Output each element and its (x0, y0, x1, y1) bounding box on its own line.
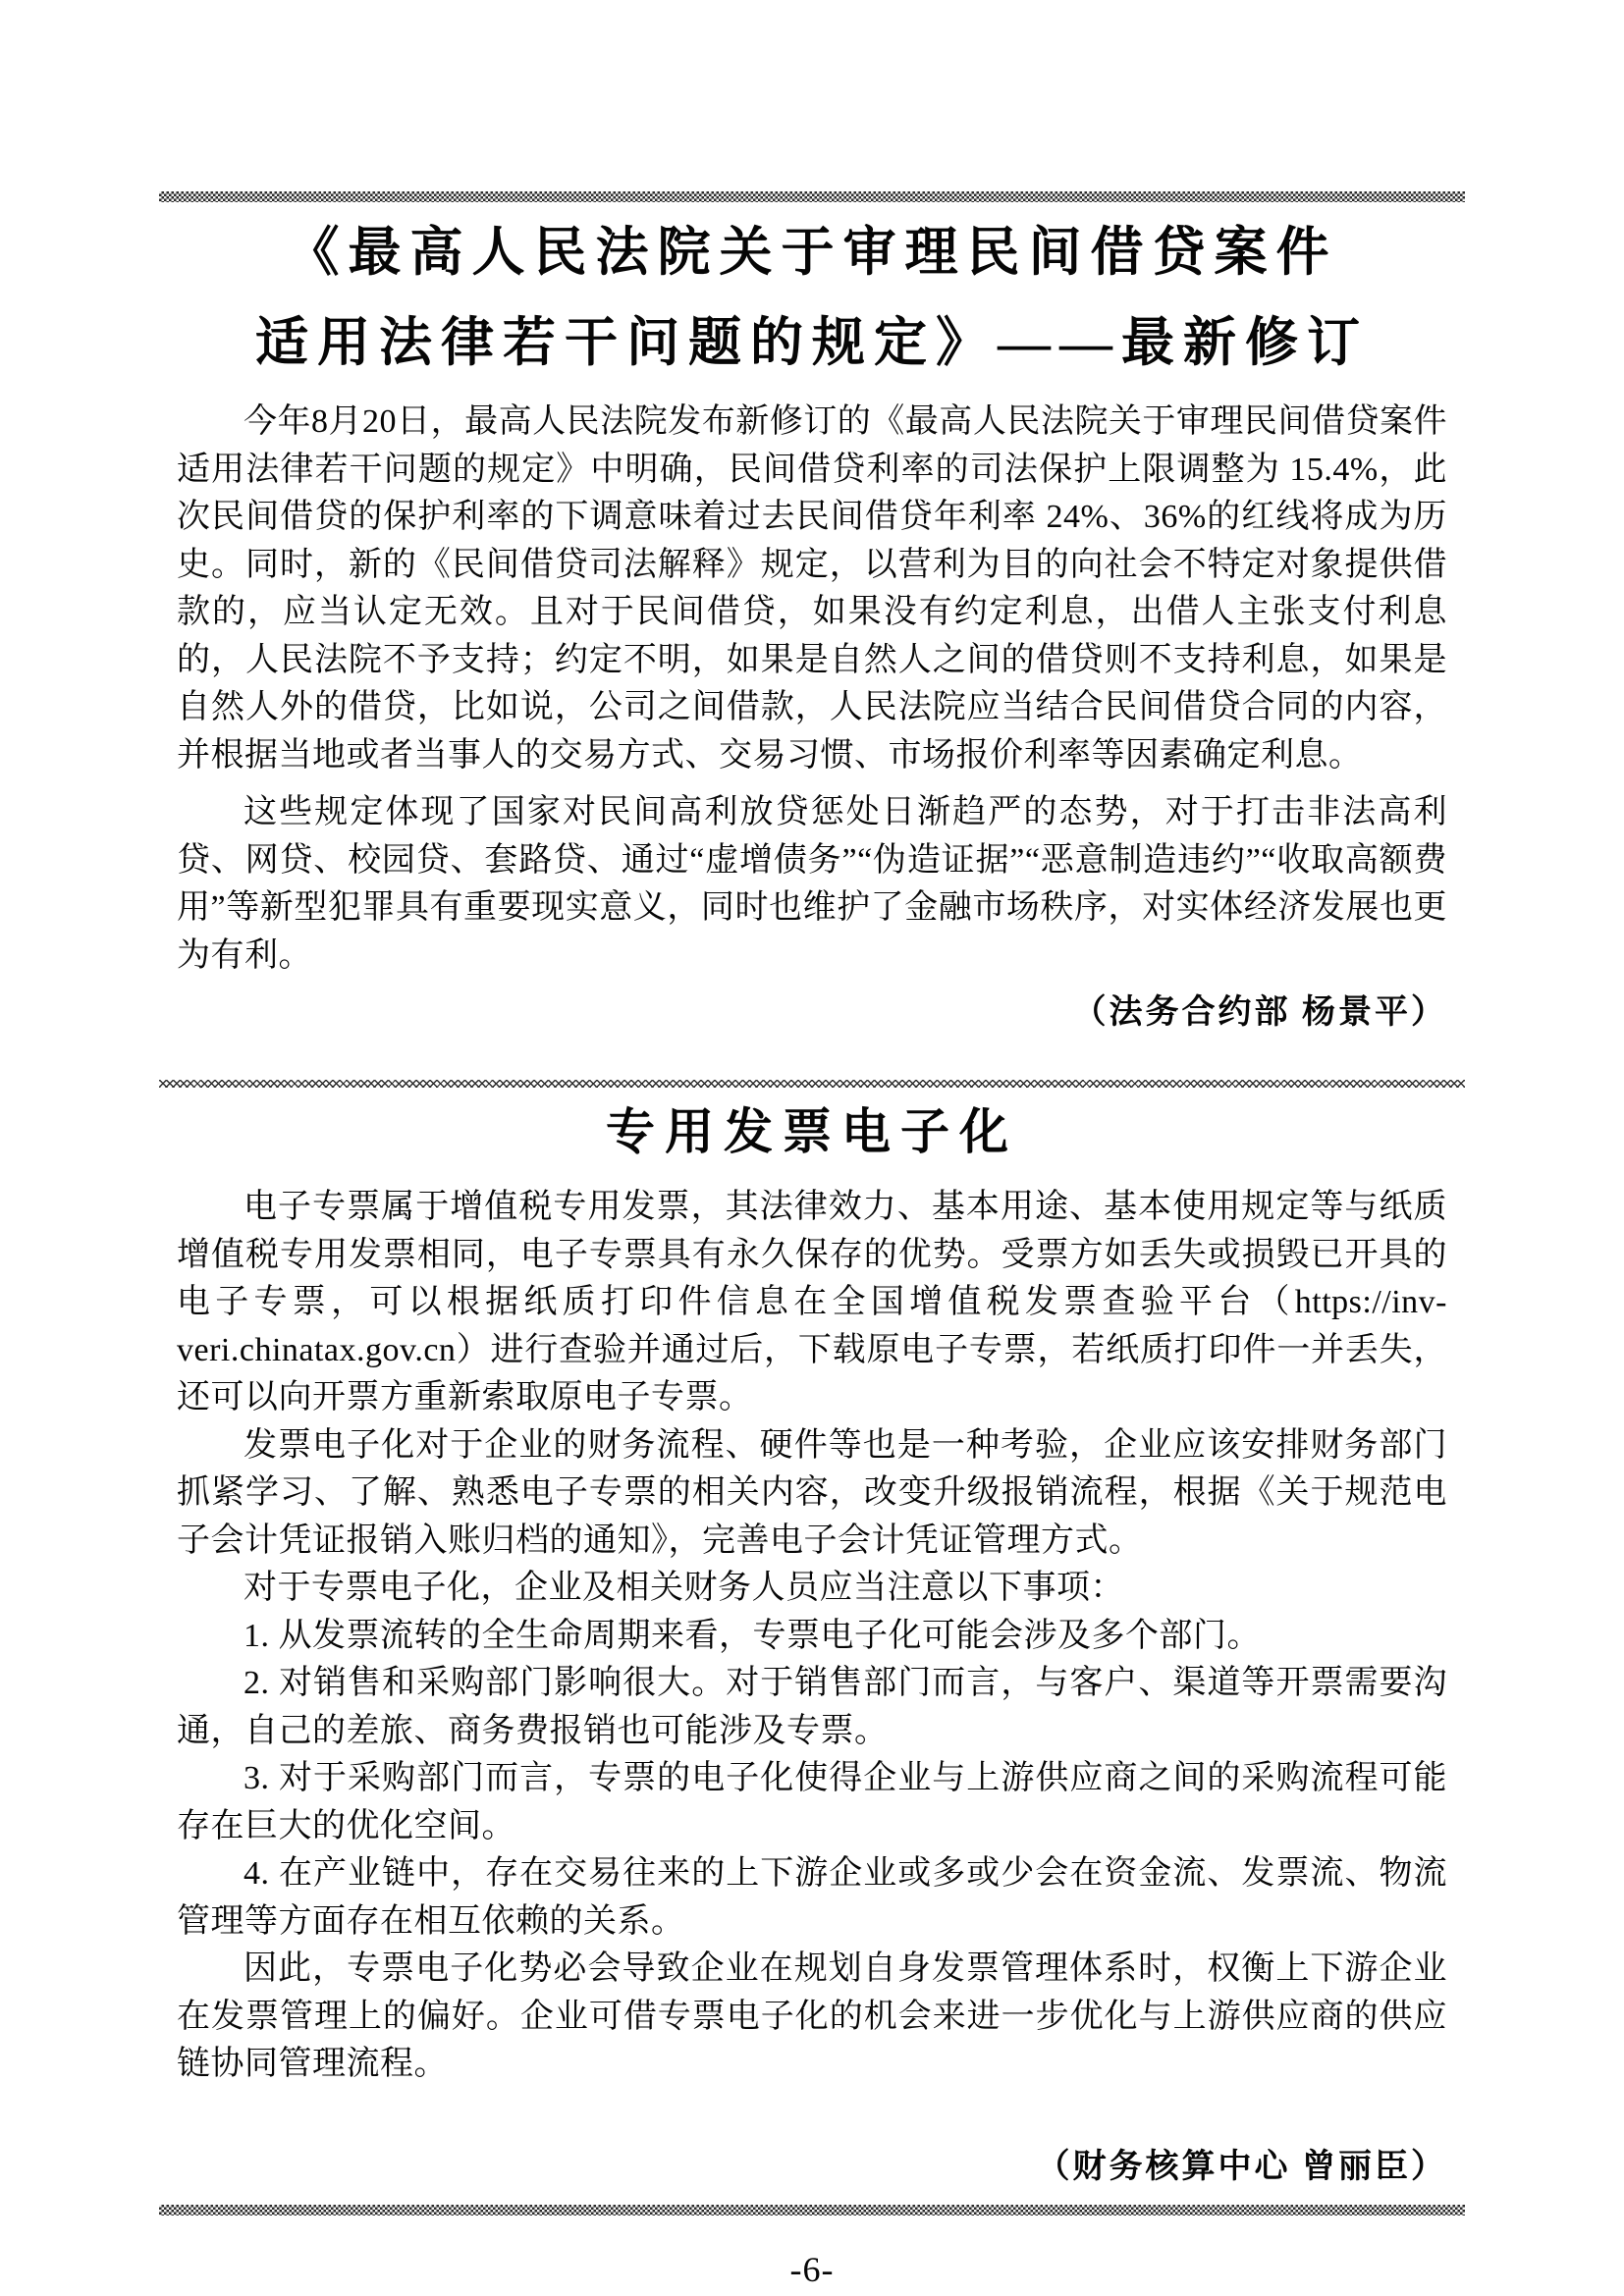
bottom-rule (159, 2205, 1465, 2216)
article2-list-item: 1. 从发票流转的全生命周期来看，专票电子化可能会涉及多个部门。 (244, 1617, 1261, 1654)
section-divider (159, 1080, 1465, 1088)
article2-list-item: 4. 在产业链中，存在交易往来的上下游企业或多或少会在资金流、发票流、物流管理等方面存在相互依赖的关系。 (177, 1855, 1447, 1940)
article2-list-item: 2. 对销售和采购部门影响很大。对于销售部门而言，与客户、渠道等开票需要沟通，自己的差旅、商务费报销也可能涉及专票。 (177, 1665, 1447, 1749)
top-rule (159, 191, 1465, 202)
article2-paragraph: 因此，专票电子化势必会导致企业在规划自身发票管理体系时，权衡上下游企业在发票管理上的偏好。企业可借专票电子化的机会来进一步优化与上游供应商的供应链协同管理流程。 (177, 1950, 1447, 2082)
article2-byline: （财务核算中心 曾丽臣） (1036, 2148, 1447, 2185)
article1-paragraph: 这些规定体现了国家对民间高利放贷惩处日渐趋严的态势，对于打击非法高利贷、网贷、校园贷、套路贷、通过“虚增债务”“伪造证据”“恶意制造违约”“收取高额费用”等新型犯罪具有重要现实意义，同时也维护了金融市场秩序，对实体经济发展也更为有利。 (177, 794, 1447, 974)
article2-paragraph: 发票电子化对于企业的财务流程、硬件等也是一种考验，企业应该安排财务部门抓紧学习、了解、熟悉电子专票的相关内容，改变升级报销流程，根据《关于规范电子会计凭证报销入账归档的通知》，完善电子会计凭证管理方式。 (177, 1426, 1447, 1559)
article1-title-line1: 《最高人民法院关于审理民间借贷案件 (286, 223, 1338, 282)
article1-title-line2: 适用法律若干问题的规定》——最新修订 (255, 313, 1369, 372)
article2-title: 专用发票电子化 (606, 1104, 1018, 1159)
article1-byline: （法务合约部 杨景平） (1072, 994, 1447, 1031)
page-number: -6- (789, 2249, 835, 2289)
article2-paragraph: 电子专票属于增值税专用发票，其法律效力、基本用途、基本使用规定等与纸质增值税专用发票相同，电子专票具有永久保存的优势。受票方如丢失或损毁已开具的电子专票，可以根据纸质打印件信息在全国增值税发票查验平台（https://inv-veri.chinatax.gov.cn）进行查验并通过后，下载原电子专票，若纸质打印件一并丢失，还可以向开票方重新索取原电子专票。 (177, 1189, 1447, 1415)
article1-paragraph: 今年8月20日，最高人民法院发布新修订的《最高人民法院关于审理民间借贷案件适用法律若干问题的规定》中明确，民间借贷利率的司法保护上限调整为 15.4%，此次民间借贷的保护利率的下调意味着过去民间借贷年利率 24%、36%的红线将成为历史。同时，新的《民间借贷司法解释》规定，以营利为目的向社会不特定对象提供借款的，应当认定无效。且对于民间借贷，如果没有约定利息，出借人主张支付利息的，人民法院不予支持；约定不明，如果是自然人之间的借贷则不支持利息，如果是自然人外的借贷，比如说，公司之间借款，人民法院应当结合民间借贷合同的内容，并根据当地或者当事人的交易方式、交易习惯、市场报价利率等因素确定利息。 (177, 403, 1447, 774)
article2-list-item: 3. 对于采购部门而言，专票的电子化使得企业与上游供应商之间的采购流程可能存在巨大的优化空间。 (177, 1760, 1447, 1844)
article2-body (177, 1184, 1447, 2089)
article2-paragraph: 对于专票电子化，企业及相关财务人员应当注意以下事项： (244, 1570, 1124, 1606)
article1-body (177, 399, 1447, 980)
